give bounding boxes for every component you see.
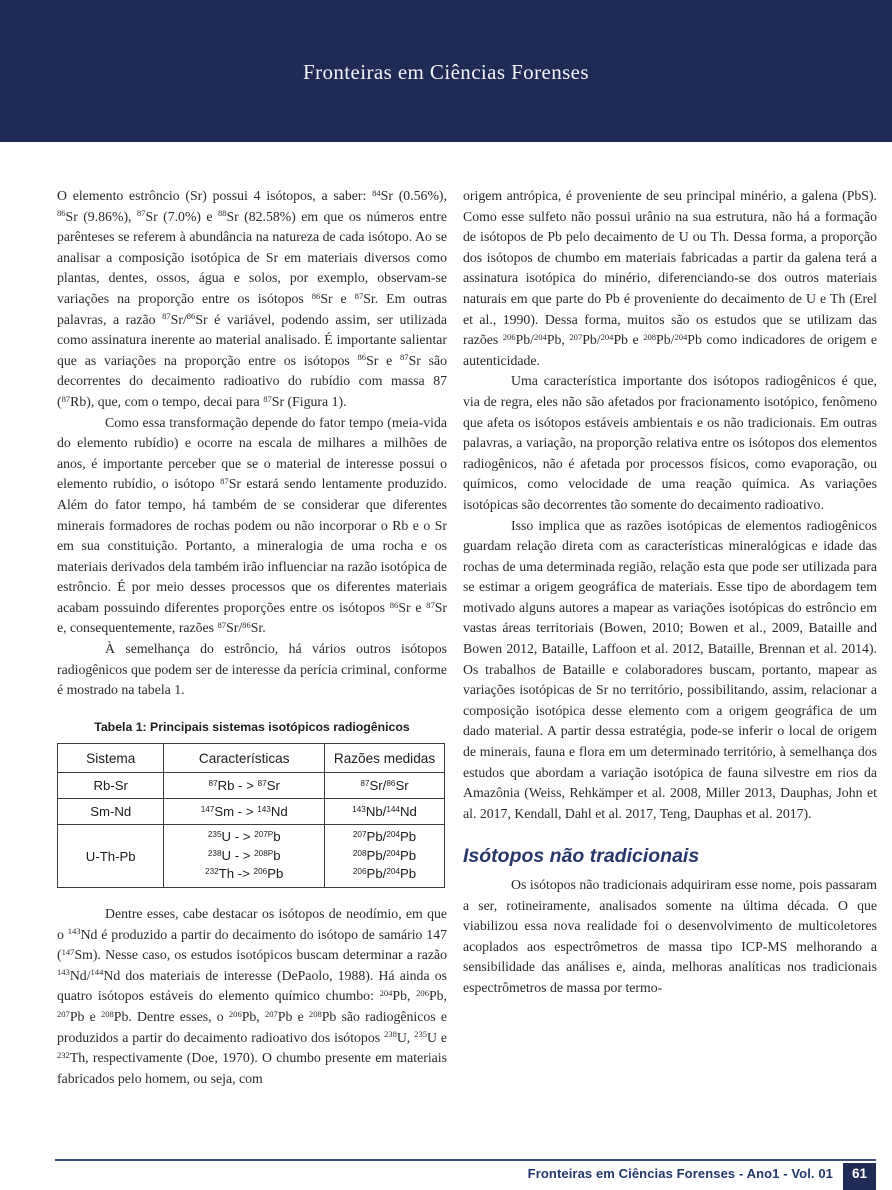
paragraph: À semelhança do estrôncio, há vários outros isótopos radiogênicos que podem ser de interesse da perícia criminal, conforme é mostrado na tabela 1.: [57, 641, 447, 698]
page-header-band: [0, 0, 892, 142]
table-header-row: [58, 744, 445, 773]
table-1-block: [57, 717, 447, 888]
paragraph: Dentre esses, cabe destacar os isótopos de neodímio, em que o $^{143}$Nd é produzido a partir do decaimento do isótopo de samário 147 ($^{147}$Sm). Nesse caso, os estudos isotópicos buscam determinar a razão $^{143}$Nd/$^{144}$Nd dos materiais de interesse (DePaolo, 1988). Há ainda os quatro isótopos estáveis do elemento químico chumbo: $^{204}$Pb, $^{206}$Pb, $^{207}$Pb e $^{208}$Pb. Dentre esses, o $^{206}$Pb, $^{207}$Pb e $^{208}$Pb são radiogênicos e produzidos a partir do decaimento radioativo dos isótopos $^{238}$U, $^{235}$U e $^{232}$Th, respectivamente (Doe, 1970). O chumbo presente em materiais fabricados pelo homem, ou seja, com: [57, 905, 447, 1086]
page-footer: [55, 1163, 876, 1190]
column-header-caracteristicas: Características: [164, 744, 325, 773]
column-header-sistema: Sistema: [58, 744, 164, 773]
paragraph: Isso implica que as razões isotópicas de elementos radiogênicos guardam relação direta com as características mineralógicas e idade das rochas de uma determinada região, relação esta que pode ser utilizada para se estimar a origem geográfica de materiais. Esse tipo de abordagem tem motivado alguns autores a mapear as variações isotópicas do estrôncio em vastas áreas territoriais (Bowen, 2010; Bowen et al., 2009, Bataille and Bowen 2012, Bataille, Laffoon et al. 2012, Bataille, Brennan et al. 2014). Os trabalhos de Bataille e colaboradores buscam, portanto, mapear as variações isotópicas de Sr no território, possibilitando, assim, relacionar a composição isotópica desse elemento com a origem geográfica de um dado material. A partir dessa estratégia, pode-se inferir o local de origem de minerais, fauna e flora em um determinado território, à semelhança dos estudos que abordam a variação isotópica de fauna silvestre em rios da Amazônia (Weiss, Rehkämper et al. 2008, Miller 2013, Dauphas, John et al. 2017, Kendall, Dahl et al. 2017, Teng, Dauphas et al. 2017).: [463, 517, 877, 821]
paragraph: Como essa transformação depende do fator tempo (meia-vida do elemento rubídio) e ocorre na escala de milhares a milhões de anos, é importante perceber que se o material de interesse possui o elemento rubídio, o isótopo $^{87}$Sr estará sendo lentamente produzido. Além do fator tempo, há também de se considerar que diferentes minerais formadores de rochas podem ou não incorporar o Rb e o Sr em sua constituição. Portanto, a mineralogia de uma rocha e os materiais derivados dela também irão influenciar na razão isotópica de estrôncio. É por meio desses processos que os diferentes materiais acabam possuindo diferentes proporções entre os isótopos $^{86}$Sr e $^{87}$Sr e, consequentemente, razões $^{87}$Sr/$^{86}$Sr.: [57, 414, 447, 636]
cell-caracteristicas: $^{235}$U - > $^{207P}$b $^{238}$U - > $^{208P}$b $^{232}$Th -> $^{206}$Pb: [164, 825, 325, 888]
table-row: [58, 773, 445, 799]
journal-title: Fronteiras em Ciências Forenses: [303, 59, 589, 84]
cell-razoes: $^{87}$Sr/$^{86}$Sr: [325, 773, 445, 799]
paragraph: Uma característica importante dos isótopos radiogênicos é que, via de regra, eles não são afetados por fracionamento isotópico, fenômeno que afeta os isótopos estáveis ambientais e os não tradicionais. Em outras palavras, a variação, na proporção relativa entre os isótopos dos elementos radiogênicos, não é afetada por processos físicos, como evaporação, ou químicos, como velocidade de uma reação química. As variações isotópicas são decorrentes tão somente do decaimento radioativo.: [463, 373, 877, 512]
page-number-badge: 61: [843, 1163, 876, 1190]
paragraph: Os isótopos não tradicionais adquiriram esse nome, pois passaram a ser, rotineiramente, analisados somente na última década. O que viabilizou essa nova realidade foi o desenvolvimento de multicoletores acoplados aos espectrômetros de massa tipo ICP-MS melhorando a sensibilidade das análises e, ainda, melhoras analíticas nos tradicionais espectrômetros de massa por termo-: [463, 877, 877, 995]
right-column: [463, 186, 877, 1162]
cell-razoes: $^{143}$Nb/$^{144}$Nd: [325, 799, 445, 825]
cell-caracteristicas: $^{147}$Sm - > $^{143}$Nd: [164, 799, 325, 825]
isotope-systems-table: [57, 743, 445, 888]
paragraph: O elemento estrôncio (Sr) possui 4 isótopos, a saber: $^{84}$Sr (0.56%), $^{86}$Sr (9.86%), $^{87}$Sr (7.0%) e $^{88}$Sr (82.58%) em que os números entre parênteses se referem à abundância na natureza de cada isótopo. Ao se analisar a composição isotópica de Sr em materiais diversos como plantas, dentes, ossos, água e solos, por exemplo, observam-se variações na proporção entre os isótopos $^{86}$Sr e $^{87}$Sr. Em outras palavras, a razão $^{87}$Sr/$^{86}$Sr é variável, podendo assim, ser utilizada como assinatura inerente ao material analisado. É importante salientar que as variações na proporção entre os isótopos $^{86}$Sr e $^{87}$Sr são decorrentes do decaimento radioativo do rubídio com massa 87 ($^{87}$Rb), que, com o tempo, decai para $^{87}$Sr (Figura 1).: [57, 187, 448, 409]
table-row: [58, 825, 445, 888]
table-caption: Tabela 1: Principais sistemas isotópicos radiogênicos: [94, 719, 410, 734]
left-column: [57, 186, 447, 1162]
cell-razoes: $^{207}$Pb/$^{204}$Pb $^{208}$Pb/$^{204}$Pb $^{206}$Pb/$^{204}$Pb: [325, 825, 445, 888]
footer-journal-info: Fronteiras em Ciências Forenses - Ano1 - Vol. 01: [527, 1166, 833, 1181]
footer-rule: [55, 1159, 876, 1161]
paragraph: origem antrópica, é proveniente de seu principal minério, a galena (PbS). Como esse sulfeto não possui urânio na sua estrutura, não há a formação de isótopos de Pb pelo decaimento de U ou Th. Dessa forma, a proporção dos isótopos de chumbo em materiais fabricadas a partir da galena terá a assinatura isotópica do minério, diferenciando-se dos outros materiais naturais em que parte do Pb é proveniente do decaimento de U e Th (Erel et al., 1990). Dessa forma, muitos são os estudos que se utilizam das razões $^{206}$Pb/$^{204}$Pb, $^{207}$Pb/$^{204}$Pb e $^{208}$Pb/$^{204}$Pb como indicadores de origem e autenticidade.: [463, 188, 877, 368]
cell-sistema: Rb-Sr: [58, 773, 164, 799]
cell-sistema: Sm-Nd: [58, 799, 164, 825]
section-heading-isotopos-nao-tradicionais: Isótopos não tradicionais: [463, 845, 700, 868]
cell-caracteristicas: $^{87}$Rb - > $^{87}$Sr: [164, 773, 325, 799]
page-content: [57, 186, 877, 1162]
cell-sistema: U-Th-Pb: [58, 825, 164, 888]
table-row: [58, 799, 445, 825]
column-header-razoes: Razões medidas: [325, 744, 445, 773]
